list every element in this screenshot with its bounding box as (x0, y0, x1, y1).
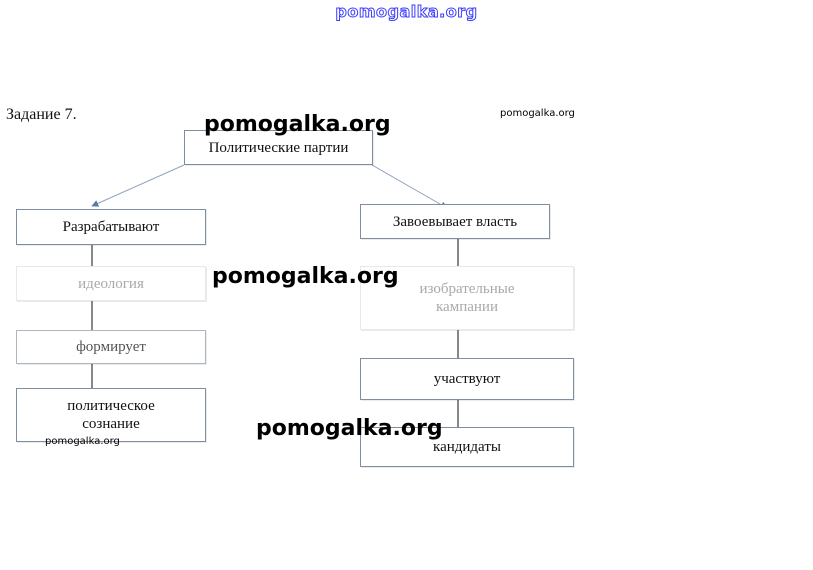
watermark-2: pomogalka.org (500, 108, 575, 119)
watermark-3: pomogalka.org (212, 264, 399, 289)
watermark-top: pomogalka.org (335, 2, 478, 21)
watermark-5: pomogalka.org (45, 436, 120, 447)
arrow-root-to-right (372, 165, 447, 208)
node-political-consciousness: политическое сознание (16, 388, 206, 442)
node-gains-power: Завоевывает власть (360, 204, 550, 239)
node-forms: формирует (16, 330, 206, 364)
watermark-4: pomogalka.org (256, 416, 443, 441)
watermark-1: pomogalka.org (204, 112, 391, 137)
node-develop: Разрабатывают (16, 209, 206, 245)
task-label: Задание 7. (6, 106, 77, 123)
node-candidates: кандидаты (360, 427, 574, 467)
node-participate: участвуют (360, 358, 574, 400)
arrow-root-to-left (92, 165, 184, 206)
node-ideology: идеология (16, 266, 206, 301)
node-campaigns: изобрательные кампании (360, 266, 574, 330)
node-political-parties: Политические партии (184, 130, 373, 165)
